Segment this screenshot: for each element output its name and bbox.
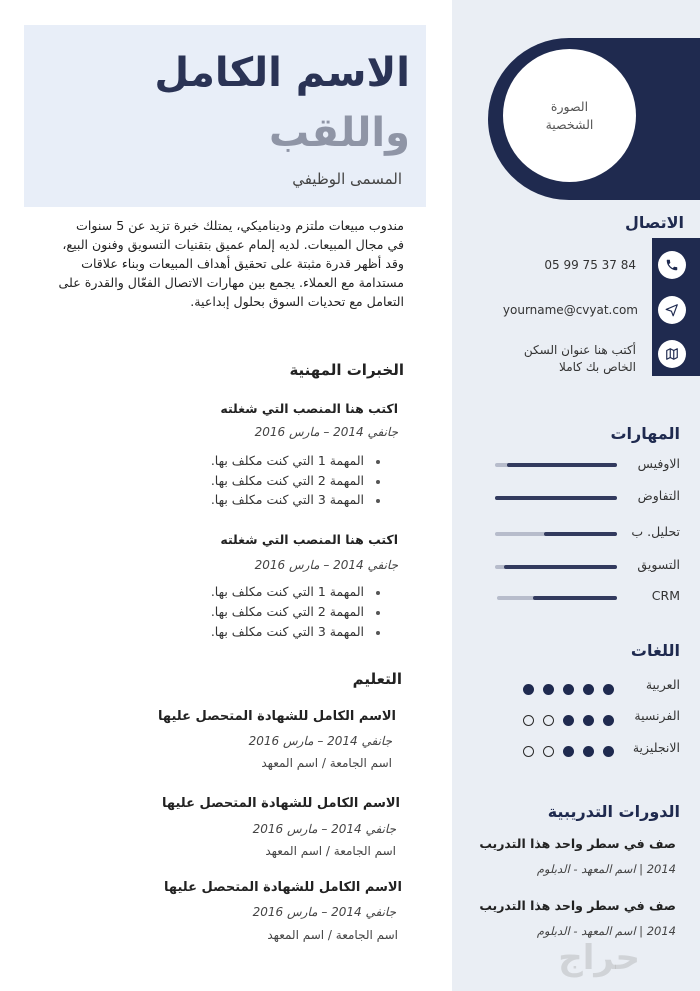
experience-title: الخبرات المهنية [289, 361, 404, 379]
summary-line: مستدامة مع العملاء. يجمع بين مهارات الاتصال الفعّال والقدرة على [58, 275, 404, 290]
bullet [376, 460, 380, 464]
surname: واللقب [268, 110, 410, 156]
contact-address [524, 342, 636, 376]
skill-bar-fill [544, 532, 617, 536]
course-sub: 2014 | اسم المعهد - الدبلوم [536, 862, 676, 876]
photo-label-line2: الشخصية [545, 116, 594, 132]
language-dot-filled [583, 684, 594, 695]
task-item [211, 604, 380, 619]
degree-date: جانفي 2014 – مارس 2016 [252, 822, 396, 836]
education-title: التعليم [352, 670, 402, 688]
language-label: الانجليزية [632, 740, 680, 755]
watermark-logo: حراج [558, 938, 640, 978]
languages-title: اللغات [630, 641, 680, 660]
task-item [211, 624, 380, 639]
bullet [376, 480, 380, 484]
summary-line: في مجال المبيعات. لديه إلمام عميق بتقنيات التسويق وفنون البيع، [62, 237, 404, 252]
summary-line: وقد أظهر قدرة مثبتة على تحقيق أهداف المبيعات وبناء علاقات [81, 256, 404, 271]
skill-label: التسويق [637, 557, 680, 572]
courses-title: الدورات التدريبية [547, 802, 680, 821]
summary [20, 216, 404, 311]
skill-bar [495, 463, 617, 467]
send-icon [658, 296, 686, 324]
skill-bar-fill [495, 496, 617, 500]
skill-bar [495, 496, 617, 500]
skill-bar-fill [504, 565, 617, 569]
degree-title: الاسم الكامل للشهادة المتحصل عليها [162, 796, 400, 811]
language-dot-filled [583, 746, 594, 757]
task-item [211, 453, 380, 468]
task-text: المهمة 2 التي كنت مكلف بها. [210, 604, 364, 619]
degree-institution: اسم الجامعة / اسم المعهد [267, 928, 398, 942]
skill-bar [495, 532, 617, 536]
degree-institution: اسم الجامعة / اسم المعهد [265, 844, 396, 858]
skill-bar-fill [533, 596, 617, 600]
summary-line: مندوب مبيعات ملتزم وديناميكي، يمتلك خبرة تزيد عن 5 سنوات [76, 218, 404, 233]
profile-photo-placeholder[interactable] [503, 49, 636, 182]
skill-bar-fill [507, 463, 617, 467]
language-dot-filled [563, 684, 574, 695]
language-dot-filled [563, 746, 574, 757]
language-dots [514, 742, 614, 761]
map-icon [658, 340, 686, 368]
language-dot-empty [543, 715, 554, 726]
language-dot-filled [563, 715, 574, 726]
task-text: المهمة 1 التي كنت مكلف بها. [210, 584, 364, 599]
language-label: الفرنسية [634, 708, 680, 723]
bullet [376, 631, 380, 635]
language-dots [514, 680, 614, 699]
address-line2: الخاص بك كاملا [559, 360, 636, 374]
language-dot-filled [603, 746, 614, 757]
degree-date: جانفي 2014 – مارس 2016 [248, 734, 392, 748]
language-dot-filled [603, 715, 614, 726]
task-text: المهمة 3 التي كنت مكلف بها. [210, 492, 364, 507]
job-position: اكتب هنا المنصب التي شغلته [220, 401, 398, 416]
language-label: العربية [645, 677, 680, 692]
bullet [376, 611, 380, 615]
task-text: المهمة 2 التي كنت مكلف بها. [210, 473, 364, 488]
degree-institution: اسم الجامعة / اسم المعهد [261, 756, 392, 770]
address-line1: أكتب هنا عنوان السكن [523, 343, 636, 357]
skill-label: CRM [651, 588, 680, 603]
skill-bar [495, 565, 617, 569]
task-item [211, 492, 380, 507]
photo-label-line1: الصورة [550, 99, 589, 114]
contact-email[interactable]: yourname@cvyat.com [502, 303, 638, 317]
language-dot-filled [583, 715, 594, 726]
degree-date: جانفي 2014 – مارس 2016 [252, 905, 396, 919]
skill-bar [497, 596, 617, 600]
summary-line: التعامل مع تحديات السوق بحلول إبداعية. [190, 294, 404, 309]
task-item [211, 584, 380, 599]
language-dots [514, 711, 614, 730]
skill-label: التفاوض [637, 488, 680, 503]
language-dot-filled [603, 684, 614, 695]
language-dot-empty [523, 715, 534, 726]
course-sub: 2014 | اسم المعهد - الدبلوم [536, 924, 676, 938]
course-title: صف في سطر واحد هذا التدريب [479, 898, 676, 913]
language-dot-filled [523, 684, 534, 695]
course-title: صف في سطر واحد هذا التدريب [479, 836, 676, 851]
job-date: جانفي 2014 – مارس 2016 [254, 558, 398, 572]
task-item [211, 473, 380, 488]
contact-title: الاتصال [624, 213, 684, 232]
phone-icon [658, 251, 686, 279]
job-date: جانفي 2014 – مارس 2016 [254, 425, 398, 439]
degree-title: الاسم الكامل للشهادة المتحصل عليها [158, 709, 396, 724]
bullet [376, 499, 380, 503]
bullet [376, 591, 380, 595]
degree-title: الاسم الكامل للشهادة المتحصل عليها [164, 880, 402, 895]
task-text: المهمة 3 التي كنت مكلف بها. [210, 624, 364, 639]
skills-title: المهارات [610, 424, 680, 443]
language-dot-filled [543, 684, 554, 695]
full-name: الاسم الكامل [154, 50, 410, 96]
language-dot-empty [543, 746, 554, 757]
job-position: اكتب هنا المنصب التي شغلته [220, 532, 398, 547]
skill-label: تحليل. ب [631, 524, 680, 539]
skill-label: الاوفيس [637, 456, 680, 471]
job-title: المسمى الوظيفي [292, 170, 402, 188]
language-dot-empty [523, 746, 534, 757]
contact-phone[interactable]: 05 99 75 37 84 [544, 258, 636, 272]
task-text: المهمة 1 التي كنت مكلف بها. [210, 453, 364, 468]
